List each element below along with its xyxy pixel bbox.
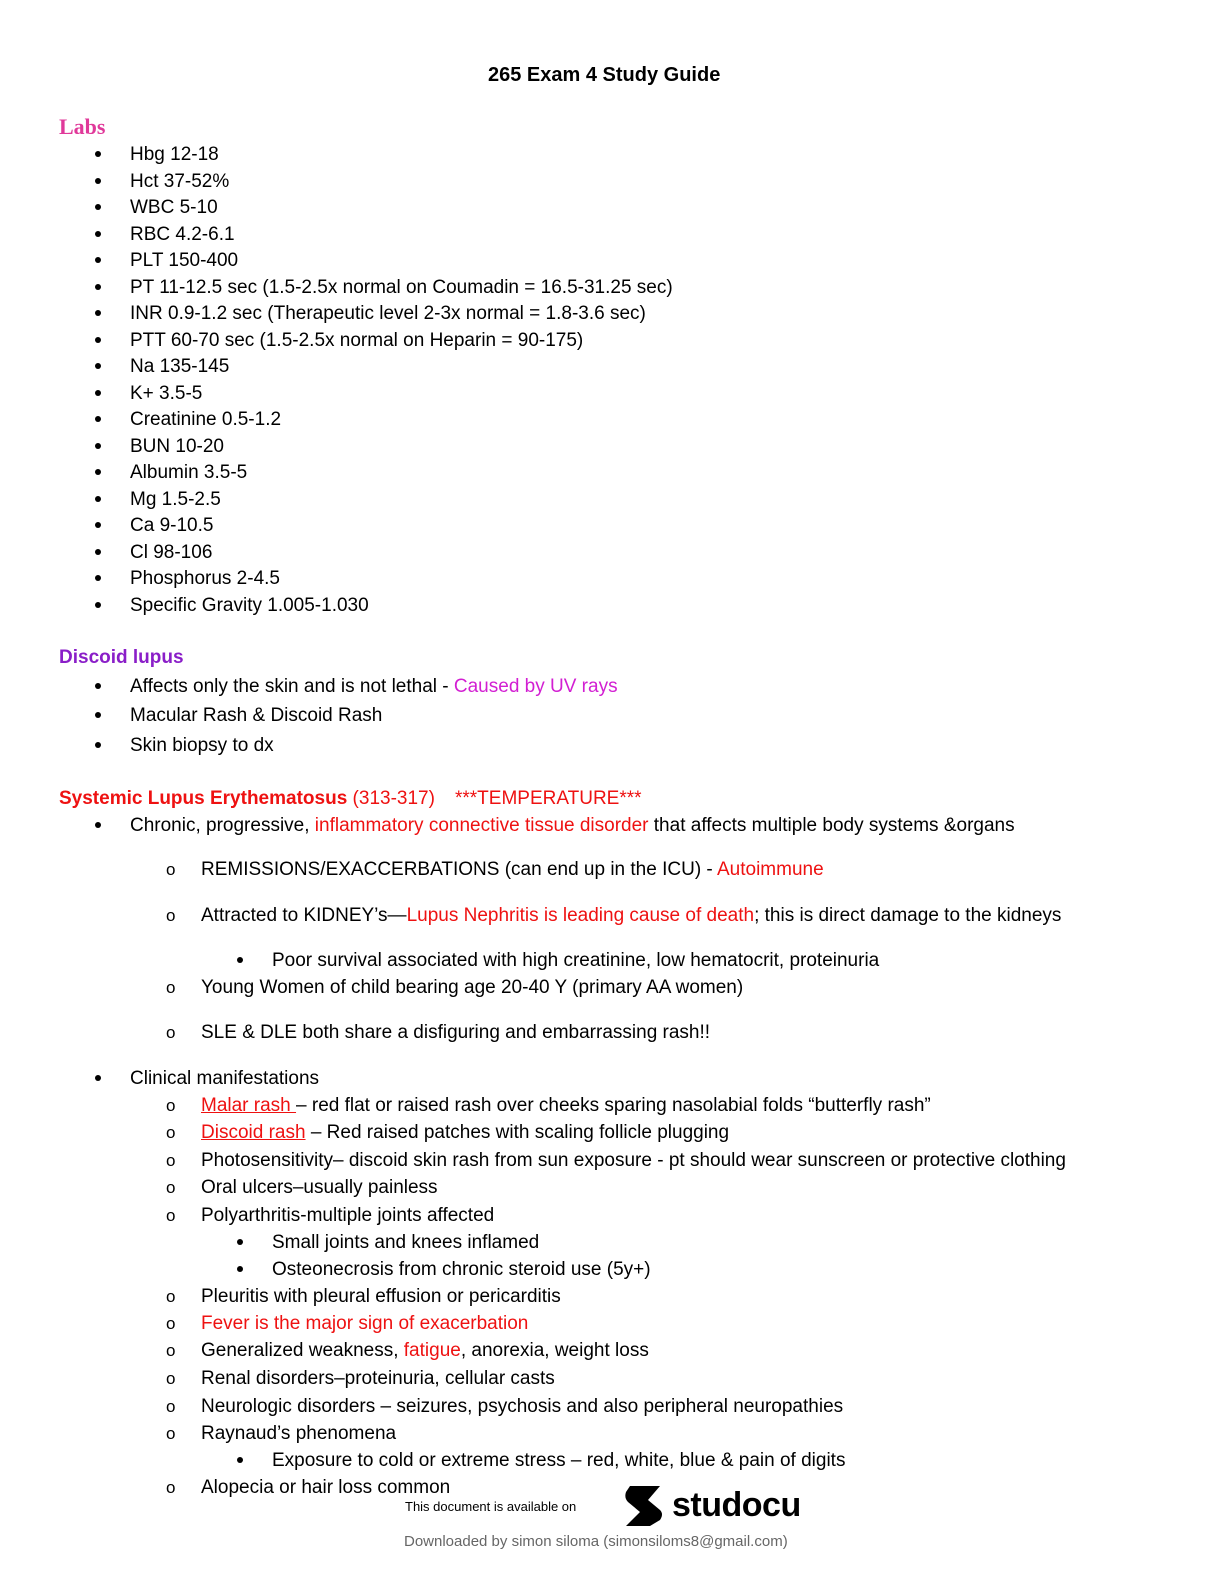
bullet-icon [95,284,101,290]
sle-exposure: Exposure to cold or extreme stress – red, white, blue & pain of digits [272,1450,846,1471]
bullet-icon [95,443,101,449]
circle-bullet-icon: o [166,1206,176,1225]
lab-item: INR 0.9-1.2 sec (Therapeutic level 2-3x normal = 1.8-3.6 sec) [130,303,646,324]
circle-bullet-icon: o [166,1287,176,1306]
sle-chronic: Chronic, progressive, inflammatory connective tissue disorder that affects multiple body systems &organs [130,815,1015,836]
lab-item: PT 11-12.5 sec (1.5-2.5x normal on Coumadin = 16.5-31.25 sec) [130,276,673,298]
lab-item: BUN 10-20 [130,435,224,457]
bullet-icon [237,1266,243,1272]
sle-remissions: REMISSIONS/EXACCERBATIONS (can end up in the ICU) - Autoimmune [201,859,824,880]
bullet-icon [237,957,243,963]
sle-small-joints: Small joints and knees inflamed [272,1232,540,1253]
bullet-icon [95,151,101,157]
temperature-note: ***TEMPERATURE*** [455,788,642,809]
sle-photosensitivity: Photosensitivity– discoid skin rash from sun exposure - pt should wear sunscreen or protective clothing [201,1150,1066,1171]
lab-item: Ca 9-10.5 [130,515,214,536]
circle-bullet-icon: o [166,1178,176,1197]
discoid-item-1: Affects only the skin and is not lethal - Caused by UV rays [130,676,618,697]
lab-item: RBC 4.2-6.1 [130,223,235,245]
circle-bullet-icon: o [166,1369,176,1388]
circle-bullet-icon: o [166,1478,176,1497]
sle-oral: Oral ulcers–usually painless [201,1177,438,1198]
circle-bullet-icon: o [166,1341,176,1360]
lab-item: Creatinine 0.5-1.2 [130,409,282,430]
footer-downloaded-text: Downloaded by simon siloma (simonsiloms8@gmail.com) [404,1533,788,1550]
page-title: 265 Exam 4 Study Guide [488,64,721,86]
bullet-icon [95,310,101,316]
sle-clinical: Clinical manifestations [130,1068,320,1089]
lab-item: Specific Gravity 1.005-1.030 [130,594,369,616]
circle-bullet-icon: o [166,1397,176,1416]
sle-pleuritis: Pleuritis with pleural effusion or pericarditis [201,1286,561,1307]
sle-women: Young Women of child bearing age 20-40 Y (primary AA women) [201,977,744,998]
sle-raynaud: Raynaud’s phenomena [201,1423,397,1444]
bullet-icon [95,522,101,528]
discoid-item-2: Macular Rash & Discoid Rash [130,705,383,726]
discoid-heading: Discoid lupus [59,647,184,668]
bullet-icon [95,822,101,828]
circle-bullet-icon: o [166,1123,176,1142]
bullet-icon [95,204,101,210]
lab-item: Cl 98-106 [130,541,213,563]
sle-discoid-rash: Discoid rash – Red raised patches with scaling follicle plugging [201,1122,730,1143]
studocu-brand[interactable]: studocu [672,1486,801,1524]
sle-neurologic: Neurologic disorders – seizures, psychosis and also peripheral neuropathies [201,1396,844,1417]
circle-bullet-icon: o [166,1424,176,1443]
bullet-icon [95,257,101,263]
lab-item: Albumin 3.5-5 [130,462,248,483]
bullet-icon [95,390,101,396]
sle-heading-line: Systemic Lupus Erythematosus (313-317) [59,788,435,809]
circle-bullet-icon: o [166,1151,176,1170]
sle-alopecia: Alopecia or hair loss common [201,1477,451,1498]
bullet-icon [95,575,101,581]
bullet-icon [95,178,101,184]
bullet-icon [95,337,101,343]
sle-survival: Poor survival associated with high creatinine, low hematocrit, proteinuria [272,950,880,971]
circle-bullet-icon: o [166,978,176,997]
bullet-icon [95,469,101,475]
sle-weakness: Generalized weakness, fatigue, anorexia, weight loss [201,1340,649,1361]
bullet-icon [95,416,101,422]
lab-item: Hbg 12-18 [130,144,219,165]
footer-available-text: This document is available on [405,1499,577,1514]
labs-heading: Labs [59,114,106,139]
bullet-icon [95,363,101,369]
bullet-icon [237,1457,243,1463]
bullet-icon [95,683,101,689]
circle-bullet-icon: o [166,860,176,879]
circle-bullet-icon: o [166,906,176,925]
bullet-icon [95,549,101,555]
studocu-logo-icon [620,1482,668,1534]
lab-item: PLT 150-400 [130,250,239,271]
lab-item: Na 135-145 [130,356,230,377]
lab-item: Mg 1.5-2.5 [130,488,221,510]
lab-item: Phosphorus 2-4.5 [130,568,280,589]
sle-polyarthritis: Polyarthritis-multiple joints affected [201,1205,495,1226]
bullet-icon [95,742,101,748]
bullet-icon [95,712,101,718]
lab-item: PTT 60-70 sec (1.5-2.5x normal on Heparin = 90-175) [130,329,584,351]
sle-malar: Malar rash – red flat or raised rash over cheeks sparing nasolabial folds “butterfly rash” [201,1095,931,1116]
circle-bullet-icon: o [166,1096,176,1115]
bullet-icon [95,231,101,237]
lab-item: WBC 5-10 [130,197,218,218]
bullet-icon [95,1075,101,1081]
circle-bullet-icon: o [166,1314,176,1333]
sle-renal: Renal disorders–proteinuria, cellular casts [201,1368,555,1389]
sle-fever: Fever is the major sign of exacerbation [201,1313,529,1334]
lab-item: Hct 37-52% [130,170,230,192]
bullet-icon [95,496,101,502]
circle-bullet-icon: o [166,1023,176,1042]
bullet-icon [237,1239,243,1245]
bullet-icon [95,602,101,608]
sle-share: SLE & DLE both share a disfiguring and embarrassing rash!! [201,1022,711,1043]
sle-kidney: Attracted to KIDNEY’s—Lupus Nephritis is leading cause of death; this is direct damage to the kidneys [201,905,1062,926]
lab-item: K+ 3.5-5 [130,382,203,404]
discoid-item-3: Skin biopsy to dx [130,735,274,756]
sle-osteonecrosis: Osteonecrosis from chronic steroid use (5y+) [272,1259,651,1280]
